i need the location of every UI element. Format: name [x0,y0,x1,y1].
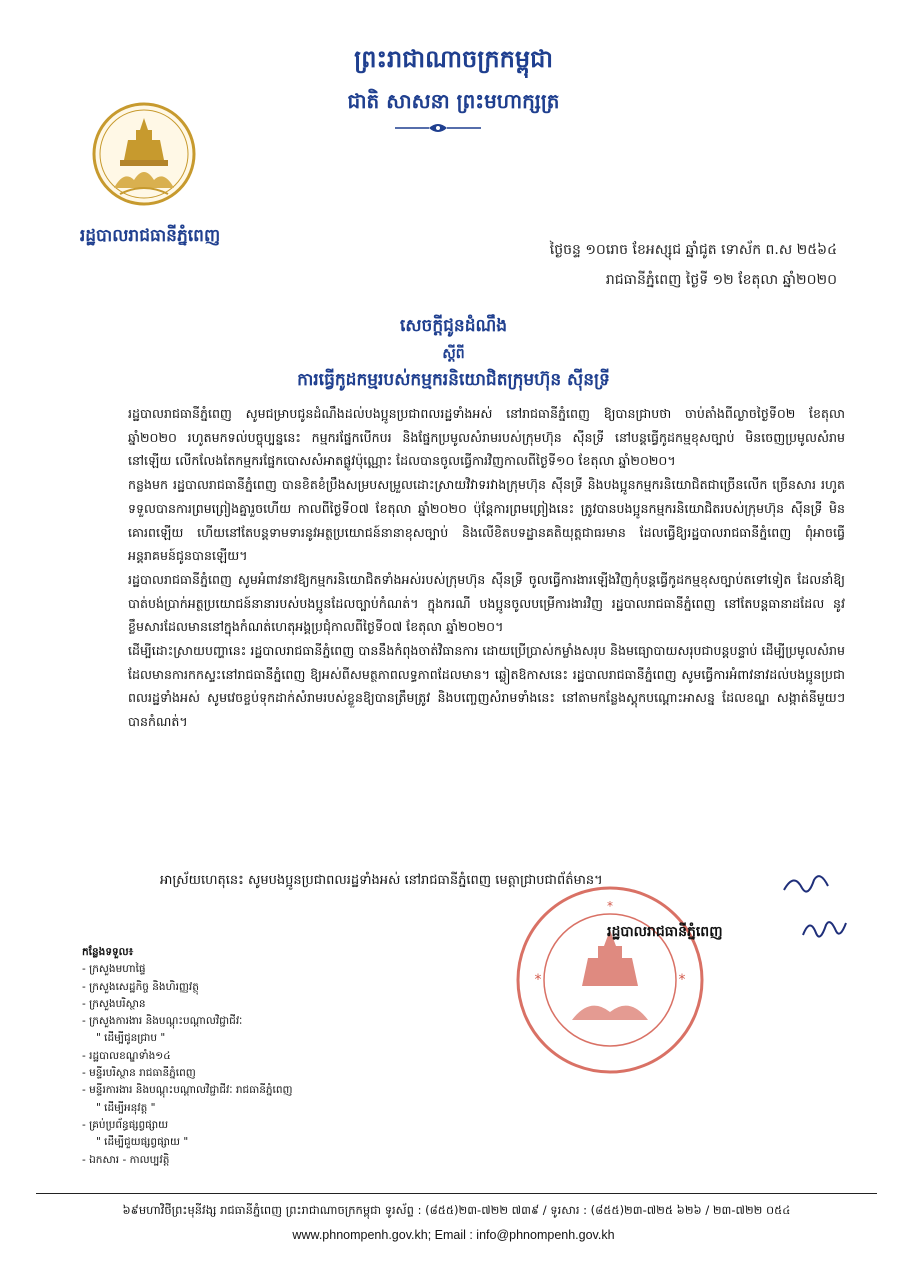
recipient-item: - រដ្ឋបាលខណ្ឌទាំង១៤ [82,1049,171,1062]
announcement-body [128,402,845,734]
agency-name: រដ្ឋបាលរាជធានីភ្នំពេញ [79,226,221,246]
recipient-item: - ក្រសួងសេដ្ឋកិច្ច និងហិរញ្ញវត្ថុ [82,980,199,993]
footer-address: ៦៩មហាវិថីព្រះមុនីវង្ស រាជធានីភ្នំពេញ ព្រះរាជាណាចក្រកម្ពុជា ទូរស័ព្ទ : (៨៥៥)២៣-៧២២ ៧៣៩ / ទូរសារ : (៨៥៥)២៣-៧២៥ ៦២៦ / ២៣-៧២២ ០៥៤ [122,1203,791,1217]
body-paragraph: រដ្ឋបាលរាជធានីភ្នំពេញ សូមអំពាវនាវឱ្យកម្មករនិយោជិតទាំងអស់របស់ក្រុមហ៊ុន ស៊ីនទ្រី ចូលធ្វើការងារឡើងវិញកុំបន្តធ្វើកូដកម្មខុសច្បាប់តទៅទៀត ដែលនាំឱ្យបាត់បង់ប្រាក់អត្ថប្រយោជន៍នានារបស់បងប្អូនដែលច្បាប់កំណត់។ ក្នុងករណី បងប្អូនចូលបម្រើការងារវិញ រដ្ឋបាលរាជធានីភ្នំពេញ នៅតែបន្តធានាដដែល នូវខ្លឹមសារដែលមាននៅក្នុងកំណត់ហេតុអង្គប្រជុំកាលពីថ្ងៃទី០៧ ខែតុលា ឆ្នាំ២០២០។ [128,571,845,635]
document-title-about: ស្តីពី [442,346,465,362]
recipient-item: - មន្ទីរការងារ និងបណ្តុះបណ្តាលវិជ្ជាជីវៈ រាជធានីភ្នំពេញ [82,1084,293,1097]
recipient-item: " ដើម្បីជួយផ្សព្វផ្សាយ " [96,1136,189,1149]
national-motto: ជាតិ សាសនា ព្រះមហាក្សត្រ [347,89,560,113]
svg-text:*: * [534,972,542,988]
recipient-item: - ឯកសារ - កាលប្បវត្តិ [82,1153,170,1166]
recipient-item: - ក្រសួងបរិស្ថាន [82,997,146,1010]
closing-sentence: អាស្រ័យហេតុនេះ សូមបងប្អូនប្រជាពលរដ្ឋទាំងអស់ នៅរាជធានីភ្នំពេញ មេត្តាជ្រាបជាព័ត៌មាន។ [160,873,603,888]
ornament-divider [393,120,483,136]
recipient-item: " ដើម្បីជូនជ្រាប " [96,1032,166,1045]
solar-date: រាជធានីភ្នំពេញ ថ្ងៃទី ១២ ខែតុលា ឆ្នាំ២០២០ [605,272,837,288]
svg-text:*: * [607,899,613,913]
recipient-item: - គ្រប់ប្រព័ន្ធផ្សព្វផ្សាយ [82,1118,169,1131]
body-paragraph: កន្លងមក រដ្ឋបាលរាជធានីភ្នំពេញ បានខិតខំប្រឹងសម្របសម្រួលដោះស្រាយវិវាទរវាងក្រុមហ៊ុន ស៊ីនទ្រី និងបងប្អូនកម្មករនិយោជិតជាច្រើនលើក ច្រើនសារ រហូតទទួលបានការព្រមព្រៀងគ្នារួចហើយ កាលពីថ្ងៃទី០៧ ខែតុលា ឆ្នាំ២០២០ ប៉ុន្តែការព្រមព្រៀងនេះ ត្រូវបានបងប្អូនកម្មករនិយោជិតរបស់ក្រុមហ៊ុន ស៊ីនទ្រី មិនគោរពឡើយ ហើយនៅតែបន្តទាមទារនូវអត្ថប្រយោជន៍នានាខុសច្បាប់ និងលើខិតបទដ្ឋានគតិយុត្តជាធរមាន ដែលធ្វើឱ្យរដ្ឋបាលរាជធានីភ្នំពេញ ពុំអាចធ្វើអន្តរាគមន៍ជូនបានឡើយ។ [128,477,845,564]
kingdom-heading: ព្រះរាជាណាចក្រកម្ពុជា [354,44,553,73]
recipients-list [82,944,293,1169]
recipient-item: - មន្ទីរបរិស្ថាន រាជធានីភ្នំពេញ [82,1067,196,1080]
recipients-heading: កន្លែងទទួល៖ [82,946,134,958]
document-title-block [0,315,907,394]
phnom-penh-emblem-icon [90,100,198,208]
body-paragraph: ដើម្បីដោះស្រាយបញ្ហានេះ រដ្ឋបាលរាជធានីភ្នំពេញ បាននឹងកំពុងចាត់វិធានការ ដោយប្រើប្រាស់កម្លាំងសរុប និងមធ្យោបាយសរុបជាបន្តបន្ទាប់ ដើម្បីប្រមូលសំរាមដែលមានការកកស្ទះនៅរាជធានីភ្នំពេញ ឱ្យអស់ពីសមត្ថភាពលទ្ធភាពដែលមាន។ ឆ្លៀតឱកាសនេះ រដ្ឋបាលរាជធានីភ្នំពេញ សូមធ្វើការអំពាវនាវដល់បងប្អូនប្រជាពលរដ្ឋទាំងអស់ សូមវេចខ្ចប់ទុកដាក់សំរាមរបស់ខ្លួនឱ្យបានត្រឹមត្រូវ និងបញ្ចេញសំរាមទាំងនេះ នៅតាមកន្លែងស្តុកបណ្តោះអាសន្ន ដែលខណ្ឌ សង្កាត់នីមួយៗបានកំណត់។ [128,643,845,730]
lunar-date: ថ្ងៃចន្ទ ១០រោច ខែអស្សុជ ឆ្នាំជូត ទោស័ក ព.ស ២៥៦៤ [549,242,837,258]
footer-divider [36,1193,877,1194]
recipient-item: " ដើម្បីអនុវត្ត " [96,1101,156,1114]
recipient-item: - ក្រសួងមហាផ្ទៃ [82,963,146,976]
body-paragraph: រដ្ឋបាលរាជធានីភ្នំពេញ សូមជម្រាបជូនដំណឹងដល់បងប្អូនប្រជាពលរដ្ឋទាំងអស់ នៅរាជធានីភ្នំពេញ ឱ្យបានជ្រាបថា ចាប់តាំងពីល្ងាចថ្ងៃទី០២ ខែតុលា ឆ្នាំ២០២០ រហូតមកទល់បច្ចុប្បន្ននេះ កម្មករផ្នែកបើកបរ និងផ្នែកប្រមូលសំរាមរបស់ក្រុមហ៊ុន ស៊ីនទ្រី នៅបន្តធ្វើកូដកម្មខុសច្បាប់ មិនចេញប្រមូលសំរាមនៅឡើយ លើកលែងតែកម្មករផ្នែកបោសសំអាតផ្លូវប៉ុណ្ណោះ ដែលបានចូលធ្វើការវិញកាលពីថ្ងៃទី១០ ខែតុលា ឆ្នាំ២០២០។ [128,406,845,469]
footer-web-contact: www.phnompenh.gov.kh; Email : info@phnompenh.gov.kh [292,1228,615,1242]
handwritten-mark-icon [780,868,840,898]
svg-text:*: * [678,972,686,988]
signatory-title: រដ្ឋបាលរាជធានីភ្នំពេញ [607,924,723,940]
document-subject: ការធ្វើកូដកម្មរបស់កម្មករនិយោជិតក្រុមហ៊ុន ស៊ីនទ្រី [297,370,610,390]
recipient-item: - ក្រសួងការងារ និងបណ្តុះបណ្តាលវិជ្ជាជីវៈ [82,1015,243,1028]
official-seal-icon [512,882,708,1078]
signature-icon [800,915,850,945]
document-title: សេចក្តីជូនដំណឹង [399,316,508,336]
